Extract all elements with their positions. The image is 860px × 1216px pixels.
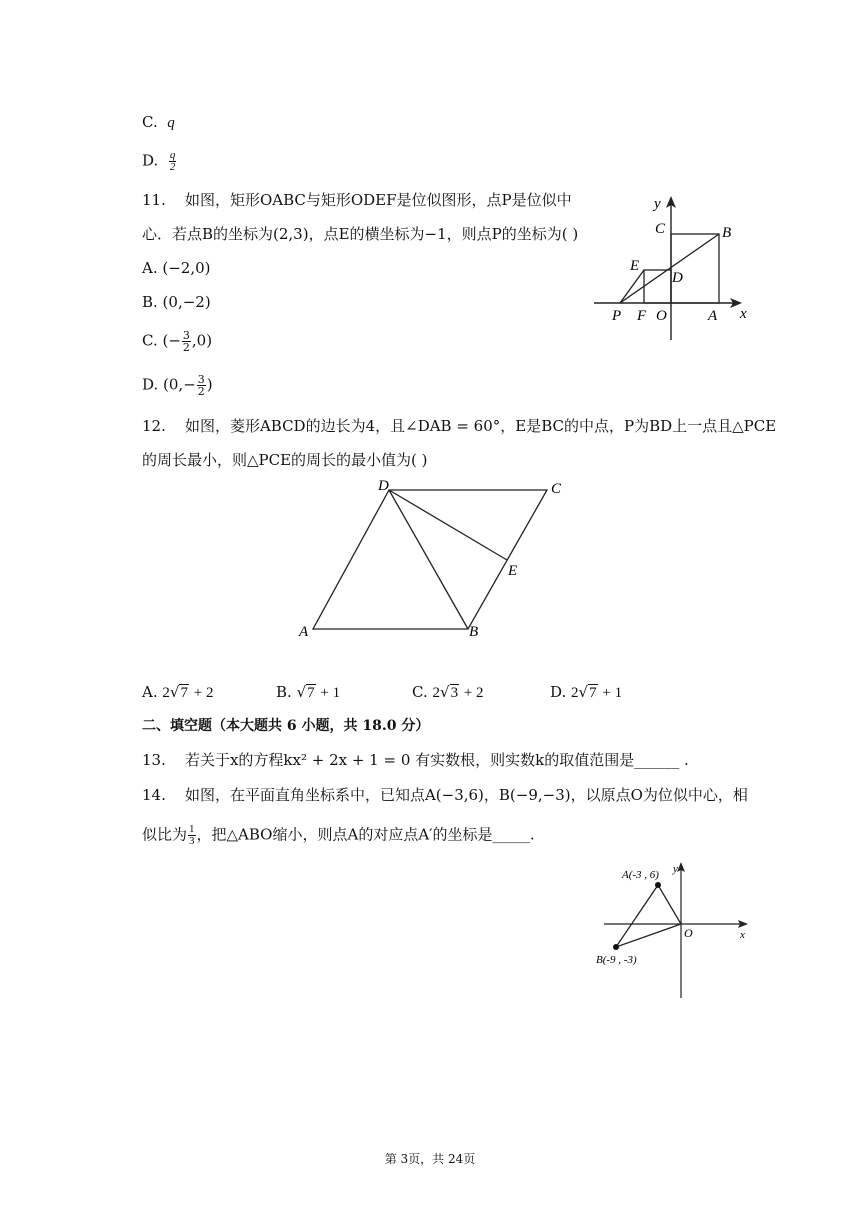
q11-option-c-fraction: $\frac{3}{2}$ <box>182 329 190 354</box>
q10-option-d-fraction: $\frac{q}{2}$ <box>169 149 176 173</box>
q12-label-b: B <box>469 624 479 640</box>
q12-label-c: C <box>551 481 562 497</box>
q11-option-a: A. (−2,0) <box>142 259 211 277</box>
q11-rect-odef <box>644 270 671 303</box>
q11-option-d-fraction: $\frac{3}{2}$ <box>197 373 205 398</box>
q11-label-x: x <box>740 306 747 322</box>
q11-label-f: F <box>637 308 647 324</box>
q14-stem-line1: 14. 如图，在平面直角坐标系中，已知点A(−3,6)，B(−9,−3)，以原点O为位似中心，相 <box>142 786 748 804</box>
q12-label-e: E <box>508 563 518 579</box>
q14-label-a: A(-3 , 6) <box>622 869 659 881</box>
q12-segment-de <box>389 490 507 560</box>
q12-option-b: B. √7 + 1 <box>276 683 341 701</box>
q11-stem-line2: 心．若点B的坐标为(2,3)，点E的横坐标为−1，则点P的坐标为( ) <box>142 225 579 243</box>
q12-stem-line1: 12. 如图，菱形ABCD的边长为4，且∠DAB = 60°，E是BC的中点，P为BD上一点且△PCE <box>142 417 777 435</box>
q12-stem-line2: 的周长最小，则△PCE的周长的最小值为( ) <box>142 451 428 469</box>
q11-option-c: C. (− $\frac{3}{2}$ ,0) <box>142 329 213 354</box>
q14-label-o: O <box>684 926 693 940</box>
q11-label-d: D <box>672 270 683 286</box>
q14-label-y: y <box>673 863 678 875</box>
section-heading: 二、填空题（本大题共 6 小题，共 18.0 分） <box>142 718 430 734</box>
q10-option-c: C. q <box>142 113 175 131</box>
page-footer: 第 3页，共 24页 <box>384 1152 476 1166</box>
q12-rhombus <box>313 490 547 629</box>
q11-figure <box>590 192 760 348</box>
q11-label-y: y <box>654 196 661 212</box>
q12-diagonal-db <box>389 490 468 629</box>
q14-triangle-abo <box>616 885 681 947</box>
q11-label-e: E <box>630 258 640 274</box>
q11-line-pe <box>620 270 644 303</box>
q12-option-c: C. 2√3 + 2 <box>412 683 484 701</box>
q12-figure <box>295 474 580 644</box>
q14-point-a <box>655 882 661 888</box>
q14-label-x: x <box>740 929 745 941</box>
q11-label-c: C <box>655 221 666 237</box>
q11-option-b: B. (0,−2) <box>142 293 211 311</box>
q12-option-d: D. 2√7 + 1 <box>550 683 623 701</box>
q13-stem: 13. 若关于x的方程kx² + 2x + 1 = 0 有实数根，则实数k的取值范围是______ . <box>142 751 689 769</box>
q14-label-b: B(-9 , -3) <box>596 954 637 966</box>
q11-label-o: O <box>656 308 667 324</box>
q14-figure <box>590 858 760 1003</box>
q11-stem-line1: 11. 如图，矩形OABC与矩形ODEF是位似图形，点P是位似中 <box>142 191 572 209</box>
q11-rect-oabc <box>671 234 719 303</box>
q14-ratio-fraction: $\frac{1}{3}$ <box>189 823 195 847</box>
q10-option-d: D. $\frac{q}{2}$ <box>142 149 176 173</box>
q14-point-b <box>613 944 619 950</box>
q12-label-d: D <box>378 478 389 494</box>
q12-label-a: A <box>299 624 309 640</box>
q14-stem-line2: 似比为 $\frac{1}{3}$ ，把△ABO缩小，则点A的对应点A′的坐标是_____. <box>142 823 535 847</box>
q12-option-a: A. 2√7 + 2 <box>142 683 214 701</box>
q11-label-b: B <box>722 225 732 241</box>
q11-label-p: P <box>612 308 622 324</box>
q11-label-a: A <box>708 308 718 324</box>
q11-option-d: D. (0,− $\frac{3}{2}$ ) <box>142 373 213 398</box>
